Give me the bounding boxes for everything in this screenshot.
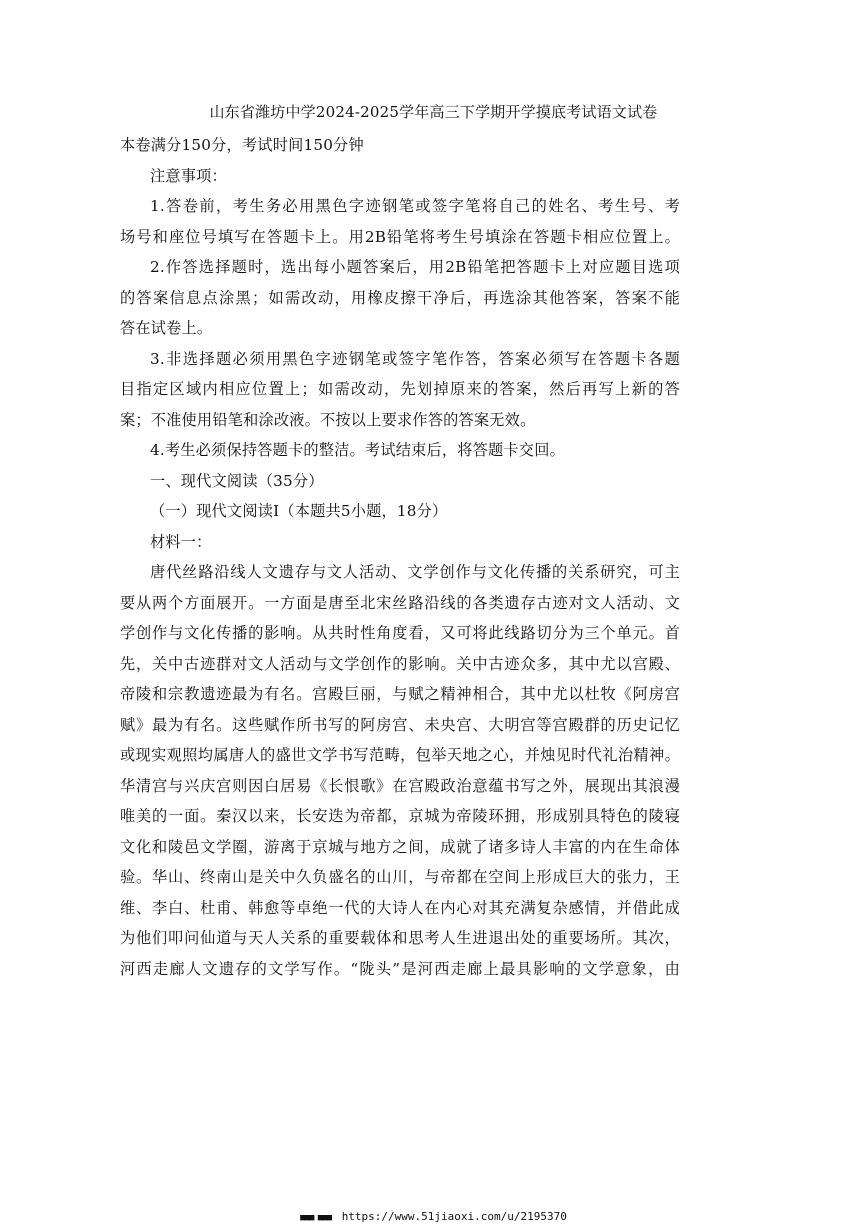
page-footer <box>0 1210 867 1223</box>
passage-line: 要从两个方面展开。一方面是唐至北宋丝路沿线的各类遗存古迹对文人活动、文 <box>120 593 680 612</box>
passage-line: 验。华山、终南山是关中久负盛名的山川，与帝都在空间上形成巨大的张力，王 <box>120 868 680 886</box>
section-heading: 一、现代文阅读（35分） <box>150 471 324 490</box>
passage-line: 学创作与文化传播的影响。从共时性角度看，又可将此线路切分为三个单元。首 <box>120 624 680 642</box>
notice-3-line-2: 目指定区域内相应位置上；如需改动，先划掉原来的答案，然后再写上新的答 <box>120 380 680 398</box>
subsection-heading: （一）现代文阅读Ⅰ（本题共5小题，18分） <box>150 502 448 520</box>
notice-heading: 注意事项： <box>150 166 227 185</box>
passage-line: 为他们叩问仙道与天人关系的重要载体和思考人生进退出处的重要场所。其次， <box>120 929 680 947</box>
notice-3-line-3: 案；不准使用铅笔和涂改液。不按以上要求作答的答案无效。 <box>120 410 536 429</box>
passage-line: 赋》最为有名。这些赋作所书写的阿房宫、未央宫、大明宫等宫殿群的历史记忆 <box>120 715 680 734</box>
passage-line: 帝陵和宗教遗迹最为有名。宫殿巨丽，与赋之精神相合，其中尤以杜牧《阿房宫 <box>120 685 680 703</box>
passage-line: 唐代丝路沿线人文遗存与文人活动、文学创作与文化传播的关系研究，可主 <box>150 563 680 581</box>
passage-line: 唯美的一面。秦汉以来，长安迭为帝都，京城为帝陵环拥，形成别具特色的陵寝 <box>120 807 680 825</box>
passage-line: 河西走廊人文遗存的文学写作。“陇头”是河西走廊上最具影响的文学意象，由 <box>120 959 680 978</box>
notice-2-line-3: 答在试卷上。 <box>120 319 213 337</box>
exam-title: 山东省潍坊中学2024-2025学年高三下学期开学摸底考试语文试卷 <box>209 103 658 121</box>
source-url[interactable]: https://www.51jiaoxi.com/u/2195370 <box>341 1210 567 1223</box>
material-label: 材料一： <box>150 532 212 551</box>
notice-2-line-2: 的答案信息点涂黑；如需改动，用橡皮擦干净后，再选涂其他答案，答案不能 <box>120 288 680 307</box>
passage-line: 先，关中古迹群对文人活动与文学创作的影响。关中古迹众多，其中尤以宫殿、 <box>120 654 680 673</box>
notice-1-line-2: 场号和座位号填写在答题卡上。用2B铅笔将考生号填涂在答题卡相应位置上。 <box>120 227 680 246</box>
notice-3-line-1: 3.非选择题必须用黑色字迹钢笔或签字笔作答，答案必须写在答题卡各题 <box>150 349 680 368</box>
notice-2-line-1: 2.作答选择题时，选出每小题答案后，用2B铅笔把答题卡上对应题目选项 <box>150 258 680 276</box>
exam-meta: 本卷满分150分，考试时间150分钟 <box>120 136 364 154</box>
passage-line: 华清宫与兴庆宫则因白居易《长恨歌》在宫殿政治意蕴书写之外，展现出其浪漫 <box>120 776 680 795</box>
notice-1-line-1: 1.答卷前，考生务必用黑色字迹钢笔或签字笔将自己的姓名、考生号、考 <box>150 197 680 215</box>
watermark-marks: ■■■ ■■■ <box>300 1213 332 1223</box>
notice-4: 4.考生必须保持答题卡的整洁。考试结束后，将答题卡交回。 <box>150 441 565 459</box>
passage-line: 文化和陵邑文学圈，游离于京城与地方之间，成就了诸多诗人丰富的内在生命体 <box>120 837 680 856</box>
document-body <box>120 130 680 984</box>
passage-line: 或现实观照均属唐人的盛世文学书写范畴，包举天地之心，并烛见时代礼治精神。 <box>120 746 680 764</box>
passage-line: 维、李白、杜甫、韩愈等卓绝一代的大诗人在内心对其充满复杂感情，并借此成 <box>120 898 680 917</box>
